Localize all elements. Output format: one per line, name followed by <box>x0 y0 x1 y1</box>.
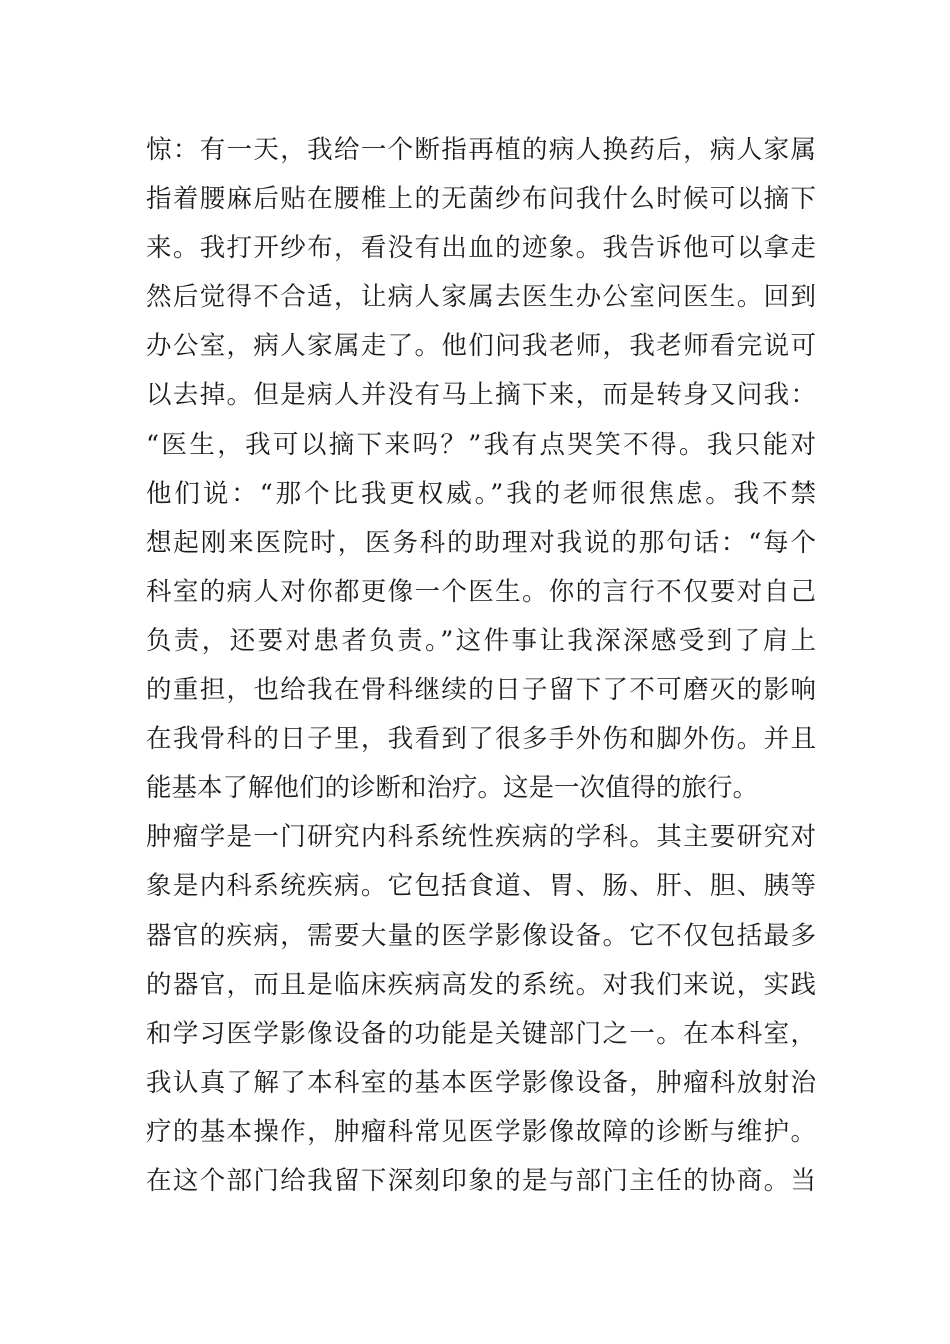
text-line: 器官的疾病，需要大量的医学影像设备。它不仅包括最多 <box>146 920 816 951</box>
text-line: 来。我打开纱布，看没有出血的迹象。我告诉他可以拿走 <box>146 233 816 264</box>
text-line: 想起刚来医院时，医务科的助理对我说的那句话：“每个 <box>146 527 816 558</box>
text-line: 然后觉得不合适，让病人家属去医生办公室问医生。回到 <box>146 282 816 313</box>
text-line: “医生，我可以摘下来吗？”我有点哭笑不得。我只能对 <box>146 429 816 460</box>
paragraph-orthopedics <box>146 126 816 813</box>
text-line: 负责，还要对患者负责。”这件事让我深深感受到了肩上 <box>146 625 816 656</box>
text-line: 象是内科系统疾病。它包括食道、胃、肠、肝、胆、胰等 <box>146 871 816 902</box>
text-line: 科室的病人对你都更像一个医生。你的言行不仅要对自己 <box>146 576 816 607</box>
text-line: 肿瘤学是一门研究内科系统性疾病的学科。其主要研究对 <box>146 822 816 853</box>
text-line: 我认真了解了本科室的基本医学影像设备，肿瘤科放射治 <box>146 1067 816 1098</box>
text-line: 办公室，病人家属走了。他们问我老师，我老师看完说可 <box>146 331 816 362</box>
paragraph-oncology <box>146 813 816 1206</box>
text-line: 惊：有一天，我给一个断指再植的病人换药后，病人家属 <box>146 135 816 165</box>
text-line: 能基本了解他们的诊断和治疗。这是一次值得的旅行。 <box>146 773 759 804</box>
text-line: 他们说：“那个比我更权威。”我的老师很焦虑。我不禁 <box>146 478 816 509</box>
text-line: 指着腰麻后贴在腰椎上的无菌纱布问我什么时候可以摘下 <box>146 184 816 215</box>
text-line: 的器官，而且是临床疾病高发的系统。对我们来说，实践 <box>146 969 816 1000</box>
text-line: 疗的基本操作，肿瘤科常见医学影像故障的诊断与维护。 <box>146 1116 816 1147</box>
body-text <box>146 126 816 1206</box>
text-line: 在这个部门给我留下深刻印象的是与部门主任的协商。当 <box>146 1165 816 1196</box>
text-line: 和学习医学影像设备的功能是关键部门之一。在本科室， <box>146 1018 816 1049</box>
text-line: 的重担，也给我在骨科继续的日子留下了不可磨灭的影响 <box>146 675 816 706</box>
text-line: 在我骨科的日子里，我看到了很多手外伤和脚外伤。并且 <box>146 724 816 755</box>
text-line: 以去掉。但是病人并没有马上摘下来，而是转身又问我： <box>146 380 816 411</box>
